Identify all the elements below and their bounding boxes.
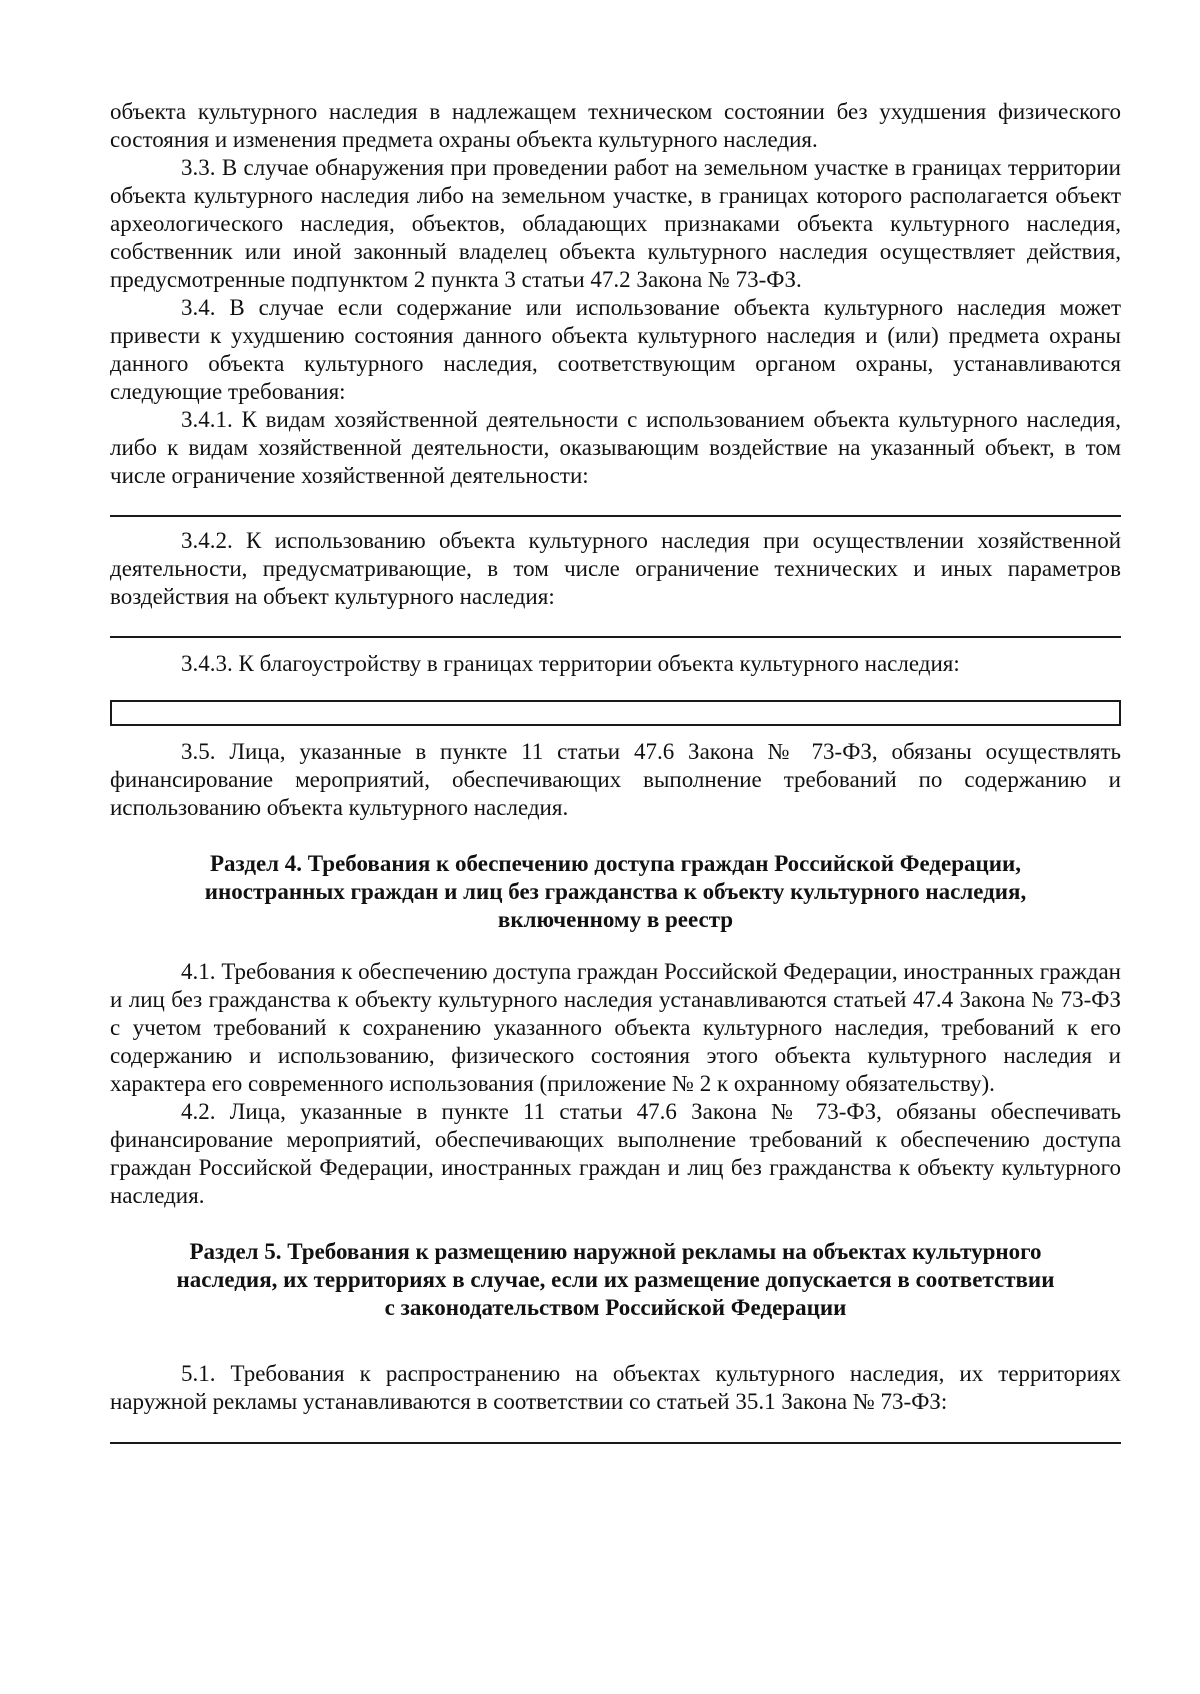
fill-box-3-4-3 (110, 700, 1121, 726)
paragraph-3-4-2: 3.4.2. К использованию объекта культурного наследия при осуществлении хозяйственной деятельности, предусматривающие, в том числе ограничение технических и иных параметров воздействия на объект культурного наследия: (110, 528, 1121, 609)
paragraph-3-4-3: 3.4.3. К благоустройству в границах территории объекта культурного наследия: (181, 651, 960, 676)
paragraph-5-1: 5.1. Требования к распространению на объектах культурного наследия, их территориях наружной рекламы устанавливаются в соответствии со статьей 35.1 Закона № 73-ФЗ: (110, 1361, 1121, 1414)
paragraph-3-5: 3.5. Лица, указанные в пункте 11 статьи 47.6 Закона № 73-ФЗ, обязаны осуществлять финансирование мероприятий, обеспечивающих выполнение требований по содержанию и использованию объекта культурного наследия. (110, 739, 1121, 820)
fill-line-3-4-1 (110, 515, 1121, 517)
paragraph-3-4-1: 3.4.1. К видам хозяйственной деятельности с использованием объекта культурного наследия, либо к видам хозяйственной деятельности, оказывающим воздействие на указанный объект, в том числе ограничение хозяйственной деятельности: (110, 407, 1121, 488)
document-page (110, 98, 1121, 1444)
paragraph-3-4: 3.4. В случае если содержание или использование объекта культурного наследия может привести к ухудшению состояния данного объекта культурного наследия и (или) предмета охраны данного объекта культурного наследия, соответствующим органом охраны, устанавливаются следующие требования: (110, 295, 1121, 404)
paragraph-4-2: 4.2. Лица, указанные в пункте 11 статьи 47.6 Закона № 73-ФЗ, обязаны обеспечивать финансирование мероприятий, обеспечивающих выполнение требований к обеспечению доступа граждан Российской Федерации, иностранных граждан и лиц без гражданства к объекту культурного наследия. (110, 1099, 1121, 1208)
section-4-heading: Раздел 4. Требования к обеспечению доступа граждан Российской Федерации, иностранных граждан и лиц без гражданства к объекту культурного наследия, включенному в реестр (204, 851, 1027, 932)
fill-line-5-1 (110, 1442, 1121, 1444)
paragraph-continuation: объекта культурного наследия в надлежащем техническом состоянии без ухудшения физического состояния и изменения предмета охраны объекта культурного наследия. (110, 99, 1121, 152)
fill-line-3-4-2 (110, 636, 1121, 638)
section-5-heading: Раздел 5. Требования к размещению наружной рекламы на объектах культурного наследия, их территориях в случае, если их размещение допускается в соответствии с законодательством Российской Федерации (176, 1239, 1055, 1320)
paragraph-4-1: 4.1. Требования к обеспечению доступа граждан Российской Федерации, иностранных граждан и лиц без гражданства к объекту культурного наследия устанавливаются статьей 47.4 Закона № 73-ФЗ с учетом требований к сохранению указанного объекта культурного наследия, требований к его содержанию и использованию, физического состояния этого объекта культурного наследия и характера его современного использования (приложение № 2 к охранному обязательству). (110, 959, 1121, 1096)
paragraph-3-3: 3.3. В случае обнаружения при проведении работ на земельном участке в границах территории объекта культурного наследия либо на земельном участке, в границах которого располагается объект археологического наследия, объектов, обладающих признаками объекта культурного наследия, собственник или иной законный владелец объекта культурного наследия осуществляет действия, предусмотренные подпунктом 2 пункта 3 статьи 47.2 Закона № 73-ФЗ. (110, 155, 1121, 292)
